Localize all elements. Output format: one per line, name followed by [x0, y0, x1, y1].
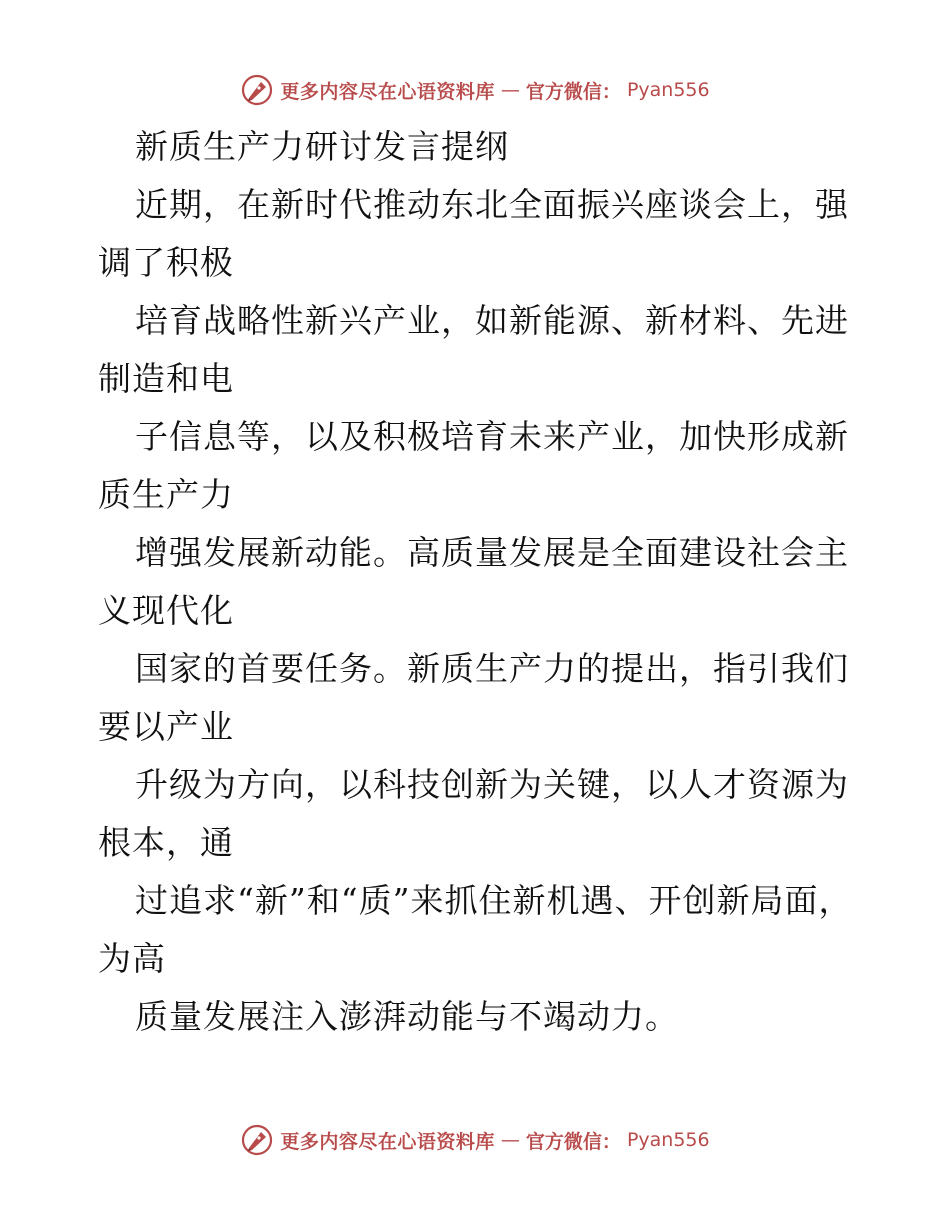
paragraph-6: 升级为方向，以科技创新为关键，以人才资源为根本，通	[98, 765, 849, 862]
header-wechat-label: 官方微信：	[525, 80, 621, 103]
paragraph-1: 近期，在新时代推动东北全面振兴座谈会上，强调了积极	[98, 185, 849, 282]
paragraph-3: 子信息等，以及积极培育未来产业，加快形成新质生产力	[98, 417, 849, 514]
footer-dash: —	[500, 1129, 520, 1151]
document-title: 新质生产力研讨发言提纲	[135, 127, 509, 166]
document-body	[98, 118, 858, 1046]
header-brand-text: 更多内容尽在心语资料库	[280, 80, 495, 103]
paragraph-4: 增强发展新动能。高质量发展是全面建设社会主义现代化	[98, 533, 849, 630]
header-dash: —	[500, 79, 520, 101]
header-wechat-id: Pyan556	[626, 79, 710, 101]
paragraph-8: 质量发展注入澎湃动能与不竭动力。	[135, 997, 679, 1036]
footer-wechat-id: Pyan556	[626, 1129, 710, 1151]
pen-nib-logo-icon	[240, 73, 274, 107]
footer-wechat-label: 官方微信：	[525, 1130, 621, 1153]
footer-brand-text: 更多内容尽在心语资料库	[280, 1130, 495, 1153]
paragraph-2: 培育战略性新兴产业，如新能源、新材料、先进制造和电	[98, 301, 849, 398]
paragraph-5: 国家的首要任务。新质生产力的提出，指引我们要以产业	[98, 649, 849, 746]
footer-banner	[0, 1120, 950, 1160]
paragraph-7: 过追求“新”和“质”来抓住新机遇、开创新局面，为高	[98, 881, 853, 978]
header-banner	[0, 70, 950, 110]
pen-nib-logo-icon	[240, 1123, 274, 1157]
